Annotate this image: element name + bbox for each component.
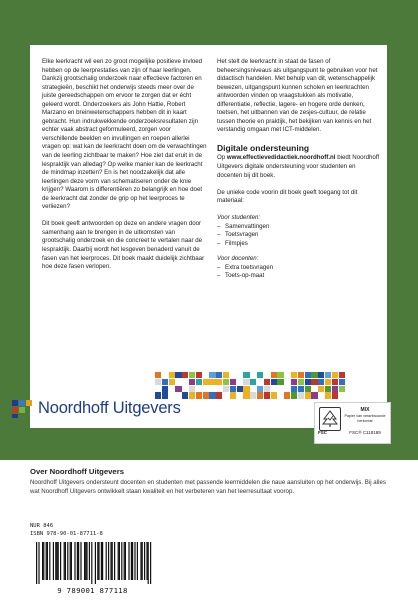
digital-support-intro [217, 154, 380, 180]
nur-code: NUR 846 [30, 523, 54, 529]
fsc-description: Papier van verantwoorde herkomst [344, 414, 386, 423]
barcode-bar [150, 542, 151, 584]
barcode-bar [102, 542, 103, 580]
mosaic-tile [311, 372, 317, 378]
digital-intro-post: biedt Noordhoff Uitgevers digitale ondersteuning voor studenten en docenten bij dit boek. [217, 154, 380, 179]
mosaic-tile [318, 386, 324, 392]
barcode-bar [86, 542, 87, 580]
mosaic-tile [339, 379, 345, 385]
about-title: Over Noordhoff Uitgevers [30, 467, 124, 476]
blurb-paragraph-2: Dit boek geeft antwoorden op deze en andere vragen door samenhang aan te brengen in de uitkomsten van grootschalig onderzoek en die concreet te vertalen naar de lespraktijk. Daarbij wordt het lesgeven benaderd vanuit de fasen van het leerproces. Dit boek maakt duidelijk zichtbaar hoe deze fasen verlopen. [42, 220, 205, 271]
mosaic-tile [155, 379, 161, 385]
barcode-bar [125, 542, 126, 580]
barcode-bar [132, 542, 133, 580]
mosaic-tile [305, 379, 311, 385]
barcode-bar [128, 542, 129, 580]
barcode-bar [134, 542, 135, 580]
mosaic-tile [243, 379, 249, 385]
fsc-logo-text: FSC [318, 430, 327, 435]
barcode-bar [53, 542, 54, 580]
mosaic-tile [223, 372, 229, 378]
publisher-logo [12, 399, 181, 418]
barcode-bar [106, 542, 107, 580]
barcode-bar [91, 542, 92, 584]
barcode-bar [67, 542, 68, 580]
mosaic-tile [298, 386, 304, 392]
mosaic-tile [332, 379, 338, 385]
mosaic-tile [339, 372, 345, 378]
mosaic-tile [291, 372, 297, 378]
mosaic-tile [189, 372, 195, 378]
mosaic-tile [209, 379, 215, 385]
barcode-bar [65, 542, 66, 580]
barcode-bar [84, 542, 85, 580]
mosaic-tile [223, 379, 229, 385]
product-codes [30, 523, 103, 538]
mosaic-tile [257, 386, 263, 392]
barcode-bar [146, 542, 147, 580]
mosaic-tile [318, 372, 324, 378]
mosaic-tile [318, 379, 324, 385]
mosaic-tile [162, 379, 168, 385]
mosaic-tile [291, 379, 297, 385]
teachers-group [217, 255, 380, 281]
mosaic-tile [203, 379, 209, 385]
mosaic-tile [250, 379, 256, 385]
mosaic-tile [298, 379, 304, 385]
about-text: Noordhoff Uitgevers ondersteunt docenten en studenten met passende leermiddelen die naue aansluiten op het onderwijs. Bij alles wat Noordhoff Uitgevers ontwikkelt staan kwaliteit en het verbeteren van het leerresultaat voorop. [30, 479, 386, 495]
students-list [217, 223, 380, 249]
barcode-bar [112, 542, 113, 580]
access-code-text: De unieke code voorin dit boek geeft toegang tot dit materiaal: [217, 188, 358, 205]
publisher-logo-icon [12, 400, 34, 418]
digital-support-heading: Digitale ondersteuning [217, 143, 310, 154]
mosaic-tile [325, 379, 331, 385]
mosaic-tile [271, 372, 277, 378]
barcode-bar [36, 542, 37, 584]
barcode-bar [38, 542, 39, 584]
mosaic-tile [325, 372, 331, 378]
barcode-bar [124, 542, 125, 580]
mosaic-tile [305, 372, 311, 378]
list-item: – Toetsvragen [217, 231, 380, 240]
digital-intro-pre: Op [217, 154, 227, 162]
barcode [30, 542, 155, 596]
barcode-bar [121, 542, 122, 580]
mosaic-tile [277, 379, 283, 385]
mosaic-tile [196, 372, 202, 378]
mosaic-tile [243, 386, 249, 392]
barcode-bar [46, 542, 47, 580]
barcode-bar [89, 542, 90, 580]
mosaic-tile [155, 372, 161, 378]
fsc-code: FSC® C118189 [349, 430, 381, 435]
mosaic-tile [223, 386, 229, 392]
mosaic-tile [291, 386, 297, 392]
mosaic-tile [169, 379, 175, 385]
barcode-bar [98, 542, 99, 580]
barcode-bar [140, 542, 141, 580]
mosaic-tile [332, 386, 338, 392]
mosaic-tile [155, 386, 161, 392]
mosaic-tile [243, 372, 249, 378]
mosaic-tile [196, 379, 202, 385]
barcode-bar [85, 542, 86, 580]
mosaic-tile [162, 386, 168, 392]
barcode-bar [101, 542, 102, 580]
barcode-bar [80, 542, 81, 580]
mosaic-tile [264, 386, 270, 392]
barcode-bar [55, 542, 56, 580]
mosaic-tile [230, 379, 236, 385]
barcode-bar [108, 542, 109, 580]
mosaic-tile [311, 379, 317, 385]
barcode-bar [42, 542, 43, 580]
isbn-code: ISBN 978-90-01-87711-8 [30, 530, 103, 537]
barcode-bar [95, 542, 96, 584]
barcode-bar [144, 542, 145, 580]
about-section [30, 467, 390, 496]
left-column [42, 58, 207, 280]
barcode-bar [60, 542, 61, 580]
right-column [217, 58, 380, 288]
barcode-bar [64, 542, 65, 580]
barcode-bar [78, 542, 79, 580]
barcode-bar [70, 542, 71, 580]
mosaic-tile [332, 372, 338, 378]
barcode-bar [142, 542, 143, 580]
mosaic-tile [339, 386, 345, 392]
mosaic-tile [209, 372, 215, 378]
blurb-paragraph-1: Elke leerkracht wil een zo groot mogelijke positieve invloed hebben op de leerprestaties van zijn of haar leerlingen. Dankzij grootschalig onderzoek naar effectieve factoren en strategieën, beschikt het onderwijs steeds meer over de juiste gereedschappen om ervoor te zorgen dat er écht geleerd wordt. Onderzoekers als John Hattie, Robert Marzano en breinwetenschappers hebben dit in kaart gebracht. Hun indrukwekkende onderzoeksresultaten zijn echter vaak abstract geformuleerd, zorgen voor verschillende beelden en invullingen en roepen allerlei vragen op: wat kan de leerkracht doen om de verwachtingen van de leerling zichtbaar te maken? Hoe ziet dat eruit in de lespraktijk van alledag? Op welke manier kan de leerkracht de mindmap inzetten? En is het noodzakelijk dat alle leerlingen deze vorm van schematiseren onder de knie krijgen? Waarom is differentiëren zo belangrijk en hoe doet de leerkracht dat zonder de grip op het leerproces te verliezen? [42, 58, 207, 211]
mosaic-tile [175, 386, 181, 392]
barcode-bar [49, 542, 50, 580]
mosaic-tile [325, 386, 331, 392]
students-group [217, 214, 380, 248]
barcode-bar [74, 542, 75, 580]
mosaic-tile [271, 379, 277, 385]
barcode-bar [114, 542, 115, 580]
barcode-bar [58, 542, 59, 580]
mosaic-tile [182, 386, 188, 392]
mosaic-tile [264, 379, 270, 385]
teachers-list [217, 264, 380, 281]
mosaic-tile [298, 372, 304, 378]
barcode-number: 9 789001 877118 [57, 586, 128, 595]
fsc-mix: MIX [360, 407, 370, 413]
students-label: Voor studenten: [217, 214, 261, 222]
barcode-bar [131, 542, 132, 580]
mosaic-tile [175, 372, 181, 378]
list-item: – Extra toetsvragen [217, 264, 380, 273]
fsc-tree-icon [319, 407, 341, 431]
barcode-bar [118, 542, 119, 580]
fsc-label [314, 402, 391, 444]
barcode-bar [56, 542, 57, 580]
mosaic-tile [182, 372, 188, 378]
list-item: – Samenvattingen [217, 223, 380, 232]
blurb-panel [30, 45, 387, 428]
barcode-bar [97, 542, 98, 580]
mosaic-tile [189, 386, 195, 392]
digital-url-link[interactable]: www.effectievedidactiek.noordhoff.nl [226, 154, 336, 162]
list-item: – Toets-op-maat [217, 272, 380, 281]
mosaic-tile [216, 379, 222, 385]
mosaic-tile [257, 372, 263, 378]
barcode-bar [77, 542, 78, 580]
barcode-bar [71, 542, 72, 580]
barcode-bars [30, 542, 155, 586]
mosaic-tile [189, 379, 195, 385]
mosaic-tile [277, 372, 283, 378]
mosaic-tile [169, 372, 175, 378]
teachers-label: Voor docenten: [217, 255, 259, 263]
mosaic-tile [305, 386, 311, 392]
barcode-bar [148, 542, 149, 584]
blurb-paragraph-3: Het stelt de leerkracht in staat de fasen of beheersingsniveaus als uitgangspunt te gebruiken voor het didactisch handelen. Met behulp van dit, wetenschappelijk bewezen, uitgangspunt kunnen scholen en leerkrachten antwoorden vinden op vraagstukken als motivatie, differentiatie, reflectie, lagere- en hogere orde denken, toetsen, het uitbannen van de zesjes-cultuur, de relatie tussen theorie en praktijk, het bekijken van kennis en het verstandig omgaan met ICT-middelen. [217, 58, 378, 134]
publisher-name: Noordhoff Uitgevers [38, 399, 181, 417]
mosaic-tile [216, 372, 222, 378]
barcode-bar [119, 542, 120, 580]
barcode-bar [137, 542, 138, 580]
barcode-bar [110, 542, 111, 580]
list-item: – Filmpjes [217, 240, 380, 249]
mosaic-tile [230, 386, 236, 392]
barcode-bar [43, 542, 44, 580]
mosaic-tile [237, 386, 243, 392]
mosaic-tile [257, 379, 263, 385]
barcode-bar [47, 542, 48, 580]
